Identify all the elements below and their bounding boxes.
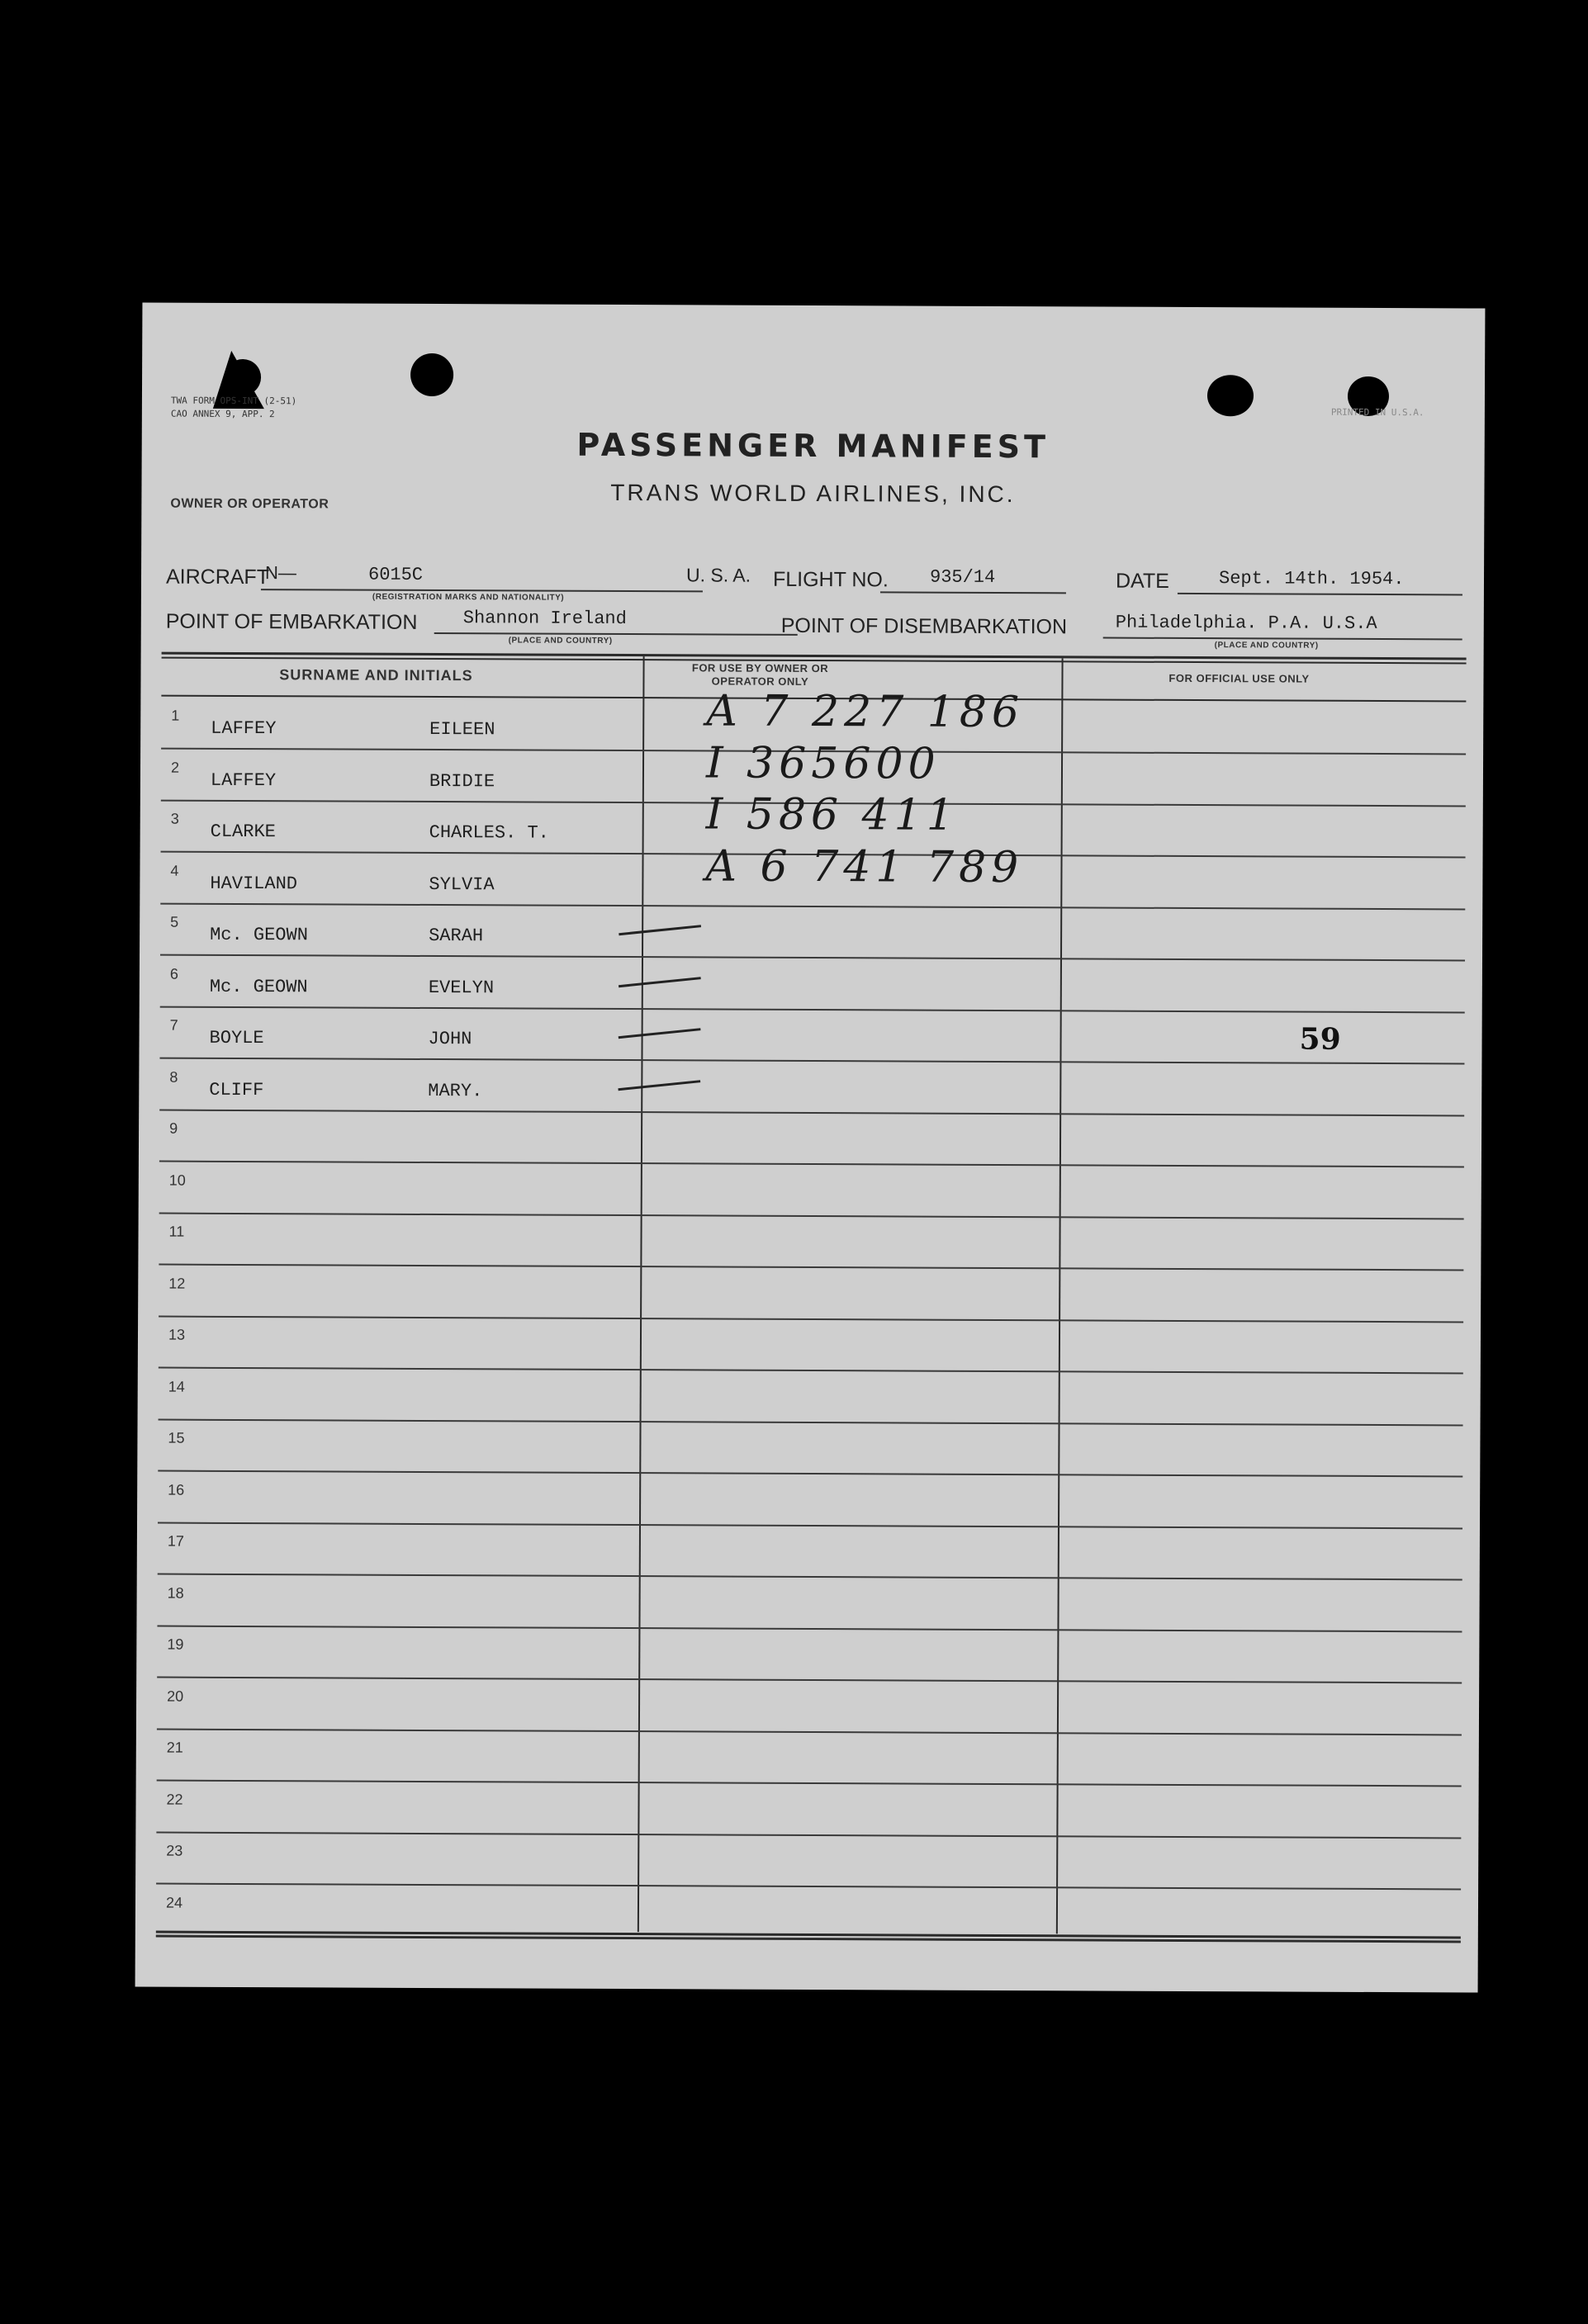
surname-cell: BOYLE: [209, 1027, 264, 1049]
flight-label: FLIGHT NO.: [772, 567, 889, 592]
owner-use-cell: I 586 411: [705, 789, 959, 840]
row-number: 15: [168, 1429, 185, 1446]
row-number: 19: [167, 1635, 184, 1653]
official-use-cell: 59: [1299, 1021, 1341, 1057]
disembarkation-underline: [1103, 637, 1462, 641]
row-number: 2: [170, 759, 180, 776]
manifest-sheet: [135, 302, 1486, 1992]
aircraft-prefix: N—: [264, 562, 296, 584]
registration-caption: (REGISTRATION MARKS AND NATIONALITY): [372, 592, 565, 603]
aircraft-label: AIRCRAFT: [165, 565, 270, 589]
embarkation-caption: (PLACE AND COUNTRY): [508, 636, 613, 646]
row-number: 9: [169, 1119, 178, 1137]
row-number: 18: [167, 1584, 184, 1602]
given-name-cell: MARY.: [428, 1080, 483, 1101]
printed-mark: PRINTED IN U.S.A.: [1330, 406, 1424, 419]
row-number: 13: [168, 1326, 186, 1343]
col-header-owner: FOR USE BY OWNER OR OPERATOR ONLY: [691, 661, 829, 688]
table-row: [157, 1730, 1462, 1787]
table-row: [156, 1833, 1461, 1891]
table-row: [157, 1574, 1462, 1632]
owner-label: OWNER OR OPERATOR: [170, 496, 329, 512]
table-row: [159, 1214, 1463, 1271]
table-row: [159, 1265, 1463, 1323]
table-row: [160, 955, 1465, 1013]
form-id-line-1: TWA FORM OPS-INT (2-51): [170, 395, 297, 407]
row-number: 10: [168, 1171, 186, 1189]
row-number: 16: [168, 1481, 185, 1498]
row-number: 14: [168, 1378, 185, 1395]
table-row: [159, 1110, 1464, 1168]
form-id-line-2: CAO ANNEX 9, APP. 2: [170, 408, 275, 420]
given-name-cell: EVELYN: [428, 977, 495, 998]
row-number: 20: [167, 1687, 184, 1705]
table-row: [157, 1678, 1462, 1735]
row-number: 8: [169, 1068, 178, 1086]
embarkation-label: POINT OF EMBARKATION: [165, 609, 418, 634]
surname-cell: CLARKE: [210, 821, 276, 843]
date-underline: [1178, 593, 1462, 596]
table-row: [158, 1523, 1462, 1581]
pen-dash-mark: [619, 977, 701, 987]
row-number: 11: [168, 1223, 185, 1240]
aircraft-value: 6015C: [367, 564, 424, 585]
disembarkation-caption: (PLACE AND COUNTRY): [1214, 641, 1319, 651]
row-number: 21: [166, 1739, 183, 1756]
row-number: 5: [170, 913, 179, 930]
operator-name: TRANS WORLD AIRLINES, INC.: [610, 479, 1016, 508]
pen-dash-mark: [619, 1028, 701, 1039]
col-header-official: FOR OFFICIAL USE ONLY: [1168, 671, 1310, 685]
surname-cell: Mc. GEOWN: [210, 924, 308, 946]
row-number: 17: [167, 1532, 184, 1550]
given-name-cell: SARAH: [429, 925, 484, 947]
table-row: [157, 1626, 1462, 1684]
surname-cell: LAFFEY: [211, 717, 277, 740]
disembarkation-label: POINT OF DISEMBARKATION: [780, 613, 1068, 639]
table-row: [159, 1317, 1463, 1375]
row-number: 3: [170, 810, 179, 827]
punch-hole: [1207, 375, 1254, 416]
row-number: 7: [169, 1016, 178, 1034]
row-number: 24: [165, 1894, 183, 1911]
flight-underline: [880, 591, 1066, 594]
row-number: 4: [170, 862, 179, 879]
pen-dash-mark: [619, 925, 701, 935]
table-row: [159, 1162, 1464, 1219]
given-name-cell: SYLVIA: [429, 873, 495, 895]
aircraft-underline: [261, 589, 703, 592]
surname-cell: LAFFEY: [210, 769, 277, 791]
given-name-cell: EILEEN: [429, 718, 495, 741]
table-row: [159, 1007, 1464, 1065]
row-number: 22: [166, 1791, 183, 1808]
owner-use-cell: A 6 741 789: [705, 840, 1024, 892]
row-number: 6: [169, 965, 178, 982]
surname-cell: HAVILAND: [210, 873, 298, 894]
table-row: [160, 904, 1465, 962]
punch-hole: [410, 353, 453, 396]
given-name-cell: JOHN: [428, 1028, 472, 1050]
row-number: 12: [168, 1275, 186, 1292]
punch-hole: [225, 359, 261, 395]
embarkation-underline: [434, 632, 798, 636]
nationality-value: U. S. A.: [685, 564, 751, 586]
surname-cell: CLIFF: [209, 1079, 264, 1100]
date-label: DATE: [1115, 569, 1169, 593]
table-row: [156, 1781, 1461, 1839]
surname-cell: Mc. GEOWN: [209, 976, 308, 997]
row-number: 23: [166, 1842, 183, 1859]
given-name-cell: CHARLES. T.: [429, 821, 549, 844]
given-name-cell: BRIDIE: [429, 770, 495, 792]
table-row: [160, 840, 1465, 910]
owner-use-cell: I 365600: [705, 737, 941, 789]
table-row: [159, 1368, 1463, 1426]
col-header-name: SURNAME AND INITIALS: [279, 666, 473, 684]
row-number: 1: [171, 707, 180, 724]
flight-value: 935/14: [929, 566, 996, 588]
table-row: [158, 1420, 1462, 1478]
date-value: Sept. 14th. 1954.: [1218, 568, 1405, 590]
owner-use-cell: A 7 227 186: [706, 686, 1025, 738]
embarkation-value: Shannon Ireland: [462, 608, 627, 630]
table-row: [158, 1471, 1462, 1529]
table-row: [159, 1058, 1464, 1116]
pen-dash-mark: [618, 1080, 700, 1091]
page-title: PASSENGER MANIFEST: [576, 426, 1050, 466]
disembarkation-value: Philadelphia. P.A. U.S.A: [1115, 612, 1377, 634]
